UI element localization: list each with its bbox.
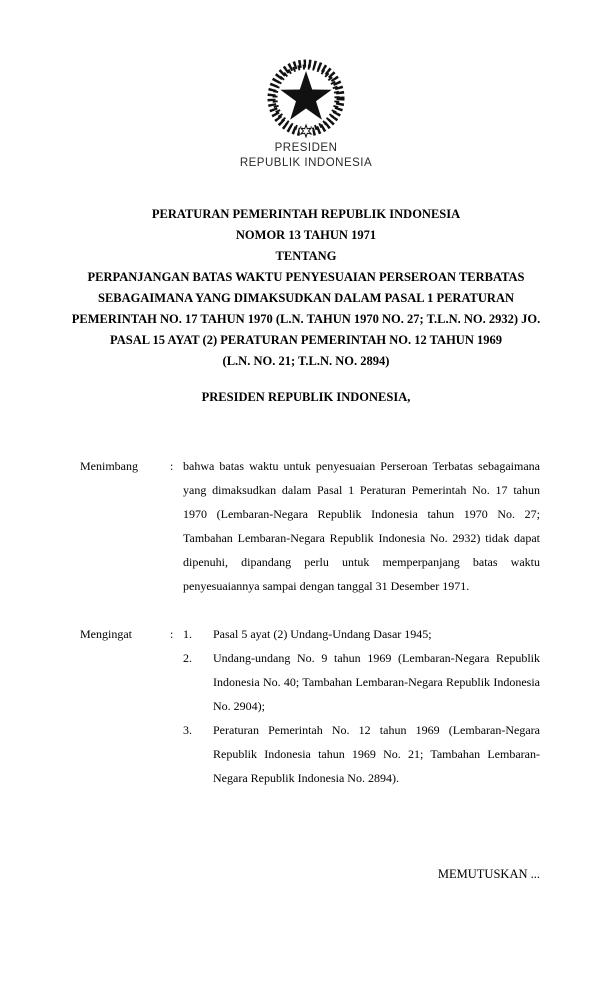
presidential-star-emblem-icon — [260, 57, 352, 141]
title-line: (L.N. NO. 21; T.L.N. NO. 2894) — [222, 354, 390, 368]
item-number: 3. — [183, 723, 192, 737]
title-line: PERPANJANGAN BATAS WAKTU PENYESUAIAN PERSEROAN TERBATAS — [87, 270, 525, 284]
item-number: 2. — [183, 651, 192, 665]
title-line: PEMERINTAH NO. 17 TAHUN 1970 (L.N. TAHUN 1970 NO. 27; T.L.N. NO. 2932) JO. — [71, 312, 541, 326]
letterhead — [0, 141, 612, 171]
menimbang-label: Menimbang — [80, 459, 138, 473]
title-line: SEBAGAIMANA YANG DIMAKSUDKAN DALAM PASAL 1 PERATURAN — [98, 291, 514, 305]
menimbang-section — [80, 454, 540, 598]
mengingat-colon: : — [170, 627, 174, 641]
title-line: PASAL 15 AYAT (2) PERATURAN PEMERINTAH NO. 12 TAHUN 1969 — [110, 333, 502, 347]
menimbang-colon: : — [170, 459, 174, 473]
document-title — [30, 204, 582, 372]
item-number: 1. — [183, 627, 192, 641]
legal-reference-item — [183, 622, 540, 646]
item-text: Peraturan Pemerintah No. 12 tahun 1969 (Lembaran-Negara Republik Indonesia tahun 1969 No. 21; Tambahan Lembaran-Negara Republik Indonesia No. 2894). — [213, 723, 540, 785]
title-line: NOMOR 13 TAHUN 1971 — [235, 228, 377, 242]
item-text: Pasal 5 ayat (2) Undang-Undang Dasar 1945; — [213, 627, 432, 641]
mengingat-section — [80, 622, 540, 790]
legal-reference-item — [183, 646, 540, 718]
mengingat-label: Mengingat — [80, 627, 132, 641]
menimbang-text: bahwa batas waktu untuk penyesuaian Perseroan Terbatas sebagaimana yang dimaksudkan dalam Pasal 1 Peraturan Pemerintah No. 17 tahun 1970 (Lembaran-Negara Republik Indonesia tahun 1970 No. 27; Tambahan Lembaran-Negara Republik Indonesia No. 2932) tidak dapat dipenuhi, dipandang perlu untuk memperpanjang batas waktu penyesuaiannya sampai dengan tanggal 31 Desember 1971. — [183, 459, 540, 593]
continuation-marker: MEMUTUSKAN ... — [437, 867, 540, 881]
salutation: PRESIDEN REPUBLIK INDONESIA, — [201, 390, 411, 404]
title-line: PERATURAN PEMERINTAH REPUBLIK INDONESIA — [151, 207, 461, 221]
legal-reference-item — [183, 718, 540, 790]
letterhead-republik-indonesia: REPUBLIK INDONESIA — [239, 157, 373, 169]
mengingat-list — [183, 622, 540, 790]
title-line: TENTANG — [275, 249, 337, 263]
letterhead-presiden: PRESIDEN — [274, 142, 338, 154]
item-text: Undang-undang No. 9 tahun 1969 (Lembaran-Negara Republik Indonesia No. 40; Tambahan Lembaran-Negara Republik Indonesia No. 2904); — [213, 651, 540, 713]
